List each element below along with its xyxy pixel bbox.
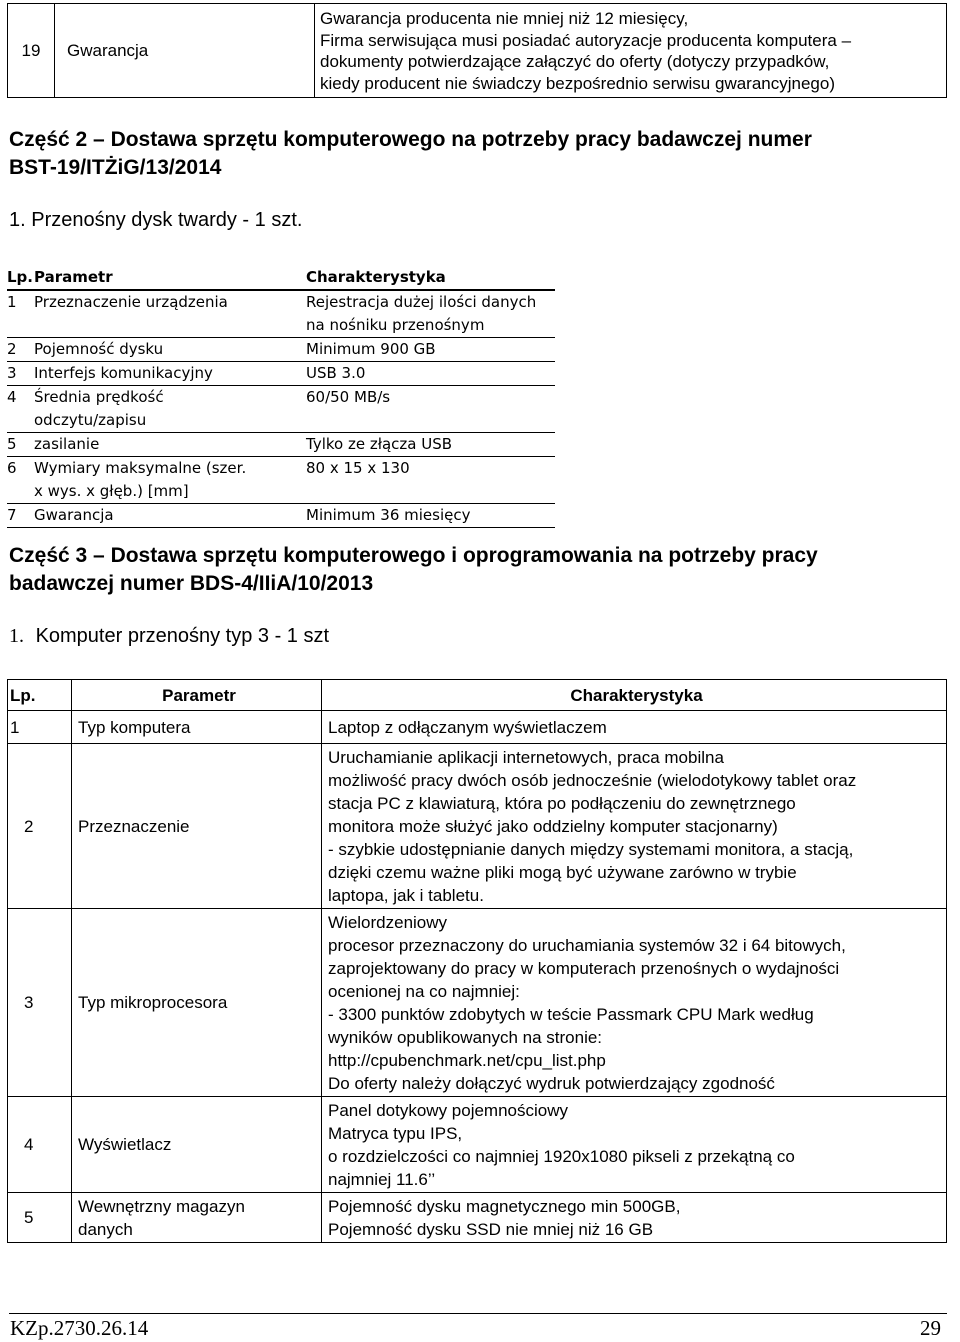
- table-row: [7, 290, 555, 338]
- table-row: [7, 504, 555, 528]
- cell-line: zaprojektowany do pracy w komputerach przenośnych o wydajności: [328, 959, 840, 978]
- cell-line: - szybkie udostępnianie danych między systemami monitora, a stacją,: [328, 840, 854, 859]
- cell-param-line: Wewnętrzny magazyn: [78, 1196, 245, 1216]
- table-row: [8, 711, 947, 744]
- table-row: [8, 1193, 947, 1243]
- row-description: [315, 4, 947, 98]
- cell-line: Pojemność dysku magnetycznego min 500GB,: [328, 1197, 681, 1216]
- cell-param: [72, 1193, 322, 1243]
- cell-line: Uruchamianie aplikacji internetowych, praca mobilna: [328, 748, 724, 767]
- table-row: [8, 1097, 947, 1193]
- warranty-row-table: [7, 3, 947, 98]
- cell-line: Panel dotykowy pojemnościowy: [328, 1101, 569, 1120]
- row-label: Gwarancja: [55, 4, 315, 98]
- part2-heading: [9, 126, 939, 182]
- cell-value: USB 3.0: [306, 362, 555, 386]
- table-row: [8, 744, 947, 909]
- cell-param: Gwarancja: [34, 504, 306, 528]
- table-row: [7, 433, 555, 457]
- laptop-spec-table: [7, 679, 947, 1243]
- drive-spec-table: [7, 266, 555, 528]
- document-code: KZp.2730.26.14: [10, 1316, 149, 1340]
- cell-value: [322, 744, 947, 909]
- table-header-row: [7, 266, 555, 290]
- cell-value: 60/50 MB/s: [306, 386, 555, 433]
- header-parametr: Parametr: [34, 266, 306, 290]
- cell-number: 4: [7, 386, 34, 433]
- cell-line: możliwość pracy dwóch osób jednocześnie (wielodotykowy tablet oraz: [328, 771, 857, 790]
- cell-number: 4: [8, 1097, 72, 1193]
- cell-param-line: odczytu/zapisu: [34, 411, 147, 429]
- cell-line: http://cpubenchmark.net/cpu_list.php: [328, 1051, 606, 1070]
- description-line: Firma serwisująca musi posiadać autoryzacje producenta komputera –: [320, 30, 852, 50]
- part3-heading-line2: badawczej numer BDS-4/IIiA/10/2013: [9, 572, 374, 595]
- cell-param: zasilanie: [34, 433, 306, 457]
- cell-line: Do oferty należy dołączyć wydruk potwierdzający zgodność: [328, 1074, 775, 1093]
- cell-line: najmniej 11.6’’: [328, 1170, 436, 1189]
- table-row: [8, 4, 947, 98]
- cell-number: 2: [8, 744, 72, 909]
- cell-line: Pojemność dysku SSD nie mniej niż 16 GB: [328, 1220, 654, 1239]
- cell-param: Przeznaczenie: [72, 744, 322, 909]
- page-number: 29: [920, 1316, 941, 1340]
- cell-param: Typ mikroprocesora: [72, 909, 322, 1097]
- cell-param: Interfejs komunikacyjny: [34, 362, 306, 386]
- cell-line: ocenionej na co najmniej:: [328, 982, 520, 1001]
- description-line: dokumenty potwierdzające załączyć do oferty (dotyczy przypadków,: [320, 52, 830, 71]
- part2-heading-line2: BST-19/ITŻiG/13/2014: [9, 156, 222, 179]
- header-charakterystyka: Charakterystyka: [322, 680, 947, 711]
- cell-param: Wyświetlacz: [72, 1097, 322, 1193]
- cell-value: Rejestracja dużej ilości danych na nośniku przenośnym: [306, 290, 555, 338]
- table-row: [7, 338, 555, 362]
- header-parametr: Parametr: [72, 680, 322, 711]
- description-line: Gwarancja producenta nie mniej niż 12 miesięcy,: [320, 9, 689, 28]
- cell-param: Typ komputera: [72, 711, 322, 744]
- cell-number: 1: [7, 290, 34, 338]
- cell-param-line: Średnia prędkość: [34, 388, 164, 406]
- description-line: kiedy producent nie świadczy bezpośrednio serwisu gwarancyjnego): [320, 73, 835, 93]
- part3-heading-line1: Część 3 – Dostawa sprzętu komputerowego i oprogramowania na potrzeby pracy: [9, 544, 818, 567]
- cell-value: 80 x 15 x 130: [306, 457, 555, 504]
- table-row: [7, 457, 555, 504]
- cell-param: Pojemność dysku: [34, 338, 306, 362]
- table-row: [8, 909, 947, 1097]
- cell-number: 1: [8, 711, 72, 744]
- cell-line: stacja PC z klawiaturą, która po podłączeniu do zewnętrznego: [328, 794, 796, 813]
- header-lp: Lp.: [8, 680, 72, 711]
- cell-value: [322, 1097, 947, 1193]
- cell-param-line: Wymiary maksymalne (szer.: [34, 459, 247, 477]
- cell-line: o rozdzielczości co najmniej 1920x1080 pikseli z przekątną co: [328, 1147, 795, 1166]
- footer-divider: [9, 1313, 947, 1314]
- header-charakterystyka: Charakterystyka: [306, 266, 555, 290]
- table-header-row: [8, 680, 947, 711]
- cell-number: 7: [7, 504, 34, 528]
- cell-line: wyników opublikowanych na stronie:: [328, 1028, 603, 1047]
- header-lp: Lp.: [7, 266, 34, 290]
- cell-param: [34, 457, 306, 504]
- cell-value: Minimum 36 miesięcy: [306, 504, 555, 528]
- subheading-text: Komputer przenośny typ 3 - 1 szt: [35, 625, 330, 647]
- part3-heading: [9, 542, 939, 598]
- cell-line: Laptop z odłączanym wyświetlaczem: [328, 717, 607, 737]
- cell-number: 5: [8, 1193, 72, 1243]
- part2-subheading: 1. Przenośny dysk twardy - 1 szt.: [9, 209, 303, 231]
- cell-param-line: danych: [78, 1219, 133, 1239]
- cell-value: [322, 909, 947, 1097]
- cell-number: 3: [7, 362, 34, 386]
- cell-line: procesor przeznaczony do uruchamiania systemów 32 i 64 bitowych,: [328, 936, 846, 955]
- cell-value: Minimum 900 GB: [306, 338, 555, 362]
- cell-value: [322, 711, 947, 744]
- cell-line: Matryca typu IPS,: [328, 1124, 463, 1143]
- cell-line: laptopa, jak i tabletu.: [328, 886, 484, 905]
- cell-value: Tylko ze złącza USB: [306, 433, 555, 457]
- cell-number: 6: [7, 457, 34, 504]
- cell-number: 5: [7, 433, 34, 457]
- cell-line: Wielordzeniowy: [328, 913, 448, 932]
- cell-line: dzięki czemu ważne pliki mogą być używane zarówno w trybie: [328, 863, 797, 882]
- cell-param: Przeznaczenie urządzenia: [34, 290, 306, 338]
- cell-line: monitora może służyć jako oddzielny komputer stacjonarny): [328, 817, 778, 836]
- table-row: [7, 362, 555, 386]
- row-number: 19: [8, 4, 55, 98]
- cell-param-line: x wys. x głęb.) [mm]: [34, 482, 189, 500]
- cell-value: [322, 1193, 947, 1243]
- part2-heading-line1: Część 2 – Dostawa sprzętu komputerowego na potrzeby pracy badawczej numer: [9, 128, 812, 151]
- part3-subheading: [9, 625, 329, 648]
- subheading-number: 1.: [9, 625, 24, 647]
- table-row: [7, 386, 555, 433]
- cell-number: 2: [7, 338, 34, 362]
- cell-line: - 3300 punktów zdobytych w teście Passmark CPU Mark według: [328, 1005, 814, 1024]
- cell-number: 3: [8, 909, 72, 1097]
- cell-param: [34, 386, 306, 433]
